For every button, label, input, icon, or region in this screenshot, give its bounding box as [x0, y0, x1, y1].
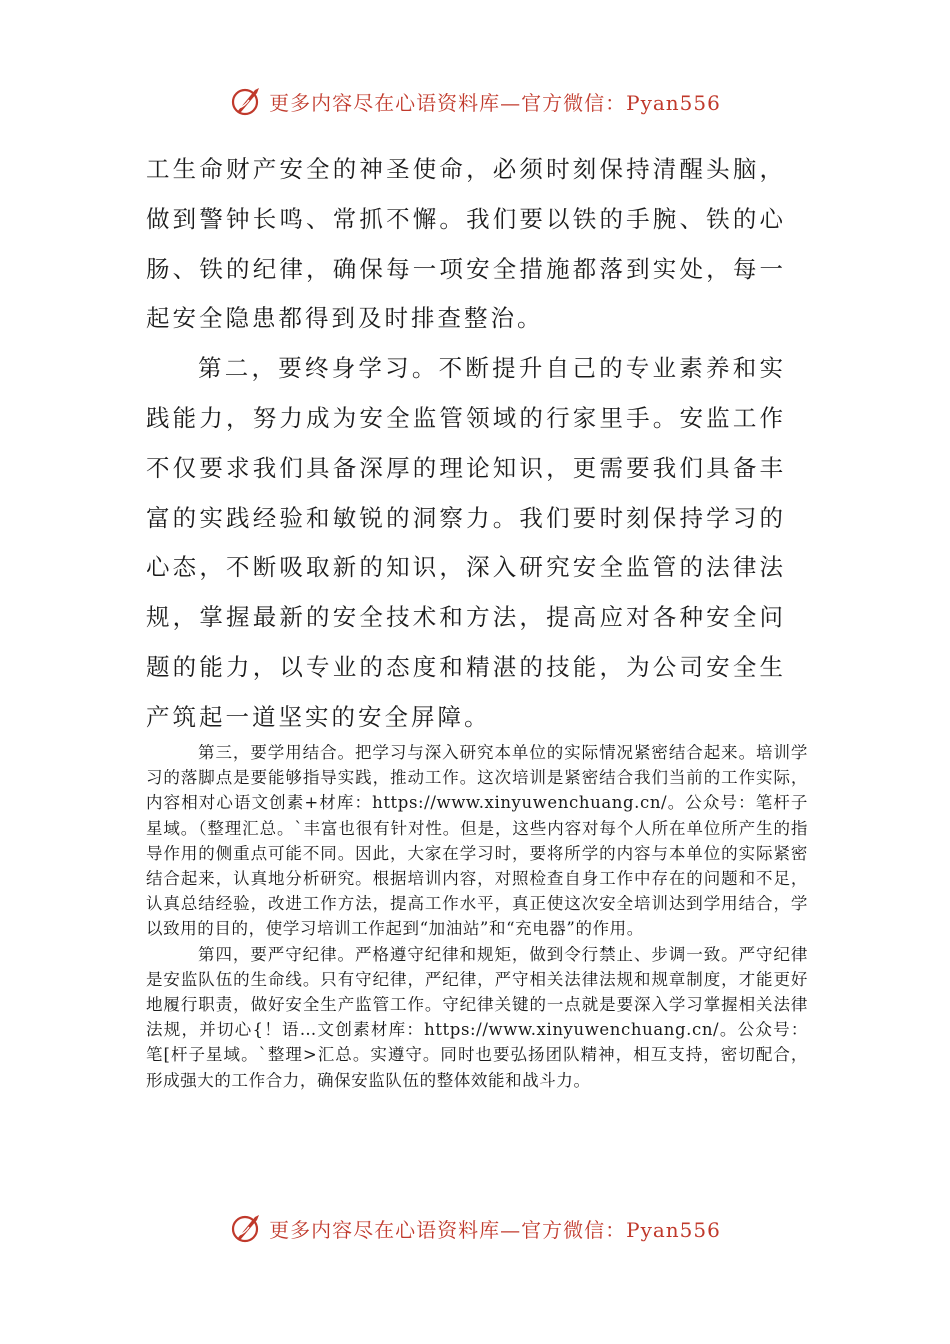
footer-banner — [0, 1211, 950, 1245]
paragraph-2: 第二，要终身学习。不断提升自己的专业素养和实践能力，努力成为安全监管领域的行家里手。安监工作不仅要求我们具备深厚的理论知识，更需要我们具备丰富的实践经验和敏锐的洞察力。我们要时刻保持学习的心态，不断吸取新的知识，深入研究安全监管的法律法规，掌握最新的安全技术和方法，提高应对各种安全问题的能力，以专业的态度和精湛的技能，为公司安全生产筑起一道坚实的安全屏障。 — [146, 354, 786, 731]
quill-pen-icon — [229, 84, 263, 118]
paragraph-4: 第四，要严守纪律。严格遵守纪律和规矩，做到令行禁止、步调一致。严守纪律是安监队伍的生命线。只有守纪律，严纪律，严守相关法律法规和规章制度，才能更好地履行职责，做好安全生产监管工作。守纪律关键的一点就是要深入学习掌握相关法律法规，并切心{！语…文创素材库：https://www.xinyuwenchuang.cn/。公众号：笔[杆子星域。`整理>汇总。实遵守。同时也要弘扬团队精神，相互支持，密切配合，形成强大的工作合力，确保安监队伍的整体效能和战斗力。 — [146, 944, 808, 1090]
footer-banner-text: 更多内容尽在心语资料库—官方微信：Pyan556 — [269, 1217, 721, 1242]
document-body-small — [146, 740, 808, 1093]
header-banner — [0, 84, 950, 118]
header-banner-text: 更多内容尽在心语资料库—官方微信：Pyan556 — [269, 90, 721, 115]
quill-pen-icon — [229, 1211, 263, 1245]
paragraph-1: 工生命财产安全的神圣使命，必须时刻保持清醒头脑，做到警钟长鸣、常抓不懈。我们要以铁的手腕、铁的心肠、铁的纪律，确保每一项安全措施都落到实处，每一起安全隐患都得到及时排查整治。 — [146, 155, 786, 333]
paragraph-3: 第三，要学用结合。把学习与深入研究本单位的实际情况紧密结合起来。培训学习的落脚点是要能够指导实践，推动工作。这次培训是紧密结合我们当前的工作实际，内容相对心语文创素+材库：https://www.xinyuwenchuang.cn/。公众号：笔杆子星域。（整理汇总。`丰富也很有针对性。但是，这些内容对每个人所在单位所产生的指导作用的侧重点可能不同。因此，大家在学习时，要将所学的内容与本单位的实际紧密结合起来，认真地分析研究。根据培训内容，对照检查自身工作中存在的问题和不足，认真总结经验，改进工作方法，提高工作水平，真正使这次安全培训达到学用结合，学以致用的目的，使学习培训工作起到“加油站”和“充电器”的作用。 — [146, 743, 808, 939]
document-body-large — [146, 145, 786, 743]
